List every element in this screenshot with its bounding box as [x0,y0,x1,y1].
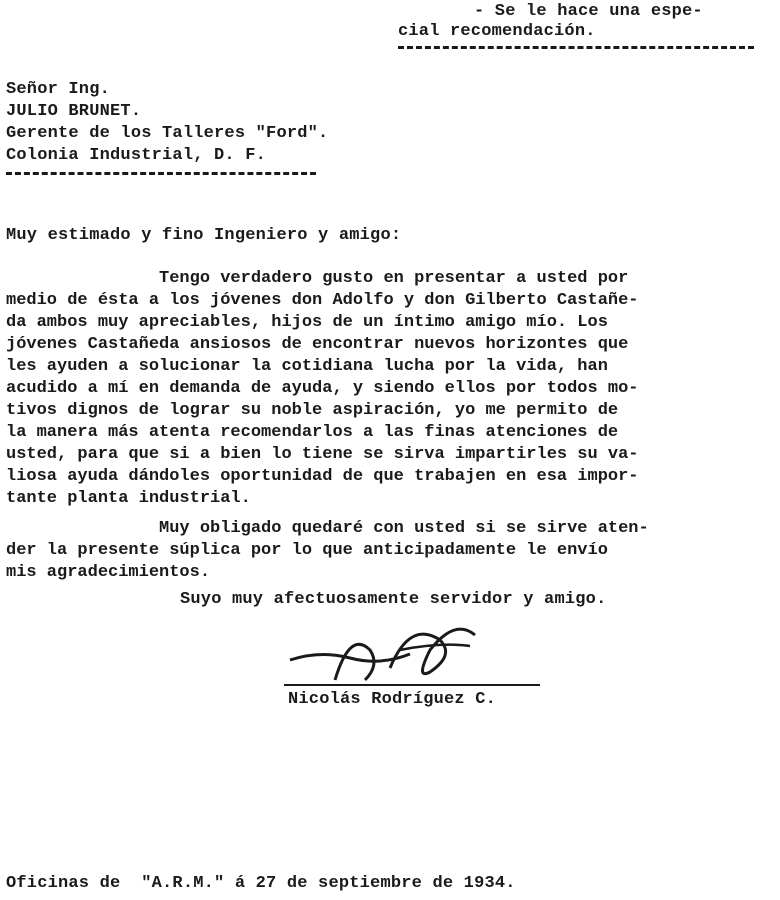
handwritten-signature [280,610,540,690]
addressee-line-3: Gerente de los Talleres "Ford". [6,124,329,143]
paragraph-1-line: usted, para que si a bien lo tiene se sirva impartirles su va- [6,445,639,464]
paragraph-2 [6,518,770,584]
paragraph-1-line: acudido a mí en demanda de ayuda, y siendo ellos por todos mo- [6,379,639,398]
paragraph-1-line: medio de ésta a los jóvenes don Adolfo y don Gilberto Castañe- [6,291,639,310]
addressee-underline [6,172,316,175]
paragraph-1-line: da ambos muy apreciables, hijos de un íntimo amigo mío. Los [6,313,608,332]
paragraph-1-line: la manera más atenta recomendarlos a las finas atenciones de [6,423,619,442]
paragraph-1-line: tivos dignos de lograr su noble aspiración, yo me permito de [6,401,619,420]
addressee-line-1: Señor Ing. [6,80,111,99]
paragraph-1-line: liosa ayuda dándoles oportunidad de que trabajen en esa impor- [6,467,639,486]
paragraph-2-line: Muy obligado quedaré con usted si se sirve aten- [6,519,649,538]
closing: Suyo muy afectuosamente servidor y amigo. [180,590,607,609]
footer-date-line: Oficinas de "A.R.M." á 27 de septiembre de 1934. [6,874,516,893]
paragraph-1-line: les ayuden a solucionar la cotidiana lucha por la vida, han [6,357,608,376]
addressee-line-4: Colonia Industrial, D. F. [6,146,267,165]
note-line-1: - Se le hace una espe- [474,2,703,21]
signature-line [284,684,540,686]
paragraph-1-line: tante planta industrial. [6,489,251,508]
paragraph-1-line: jóvenes Castañeda ansiosos de encontrar nuevos horizontes que [6,335,629,354]
paragraph-1-line: Tengo verdadero gusto en presentar a usted por [6,269,629,288]
addressee-line-2: JULIO BRUNET. [6,102,142,121]
paragraph-2-line: mis agradecimientos. [6,563,211,582]
salutation: Muy estimado y fino Ingeniero y amigo: [6,226,402,245]
note-line-2: cial recomendación. [398,22,596,41]
paragraph-1 [6,268,770,510]
note-underline [398,46,754,49]
paragraph-2-line: der la presente súplica por lo que anticipadamente le envío [6,541,608,560]
signer-name: Nicolás Rodríguez C. [288,690,497,709]
